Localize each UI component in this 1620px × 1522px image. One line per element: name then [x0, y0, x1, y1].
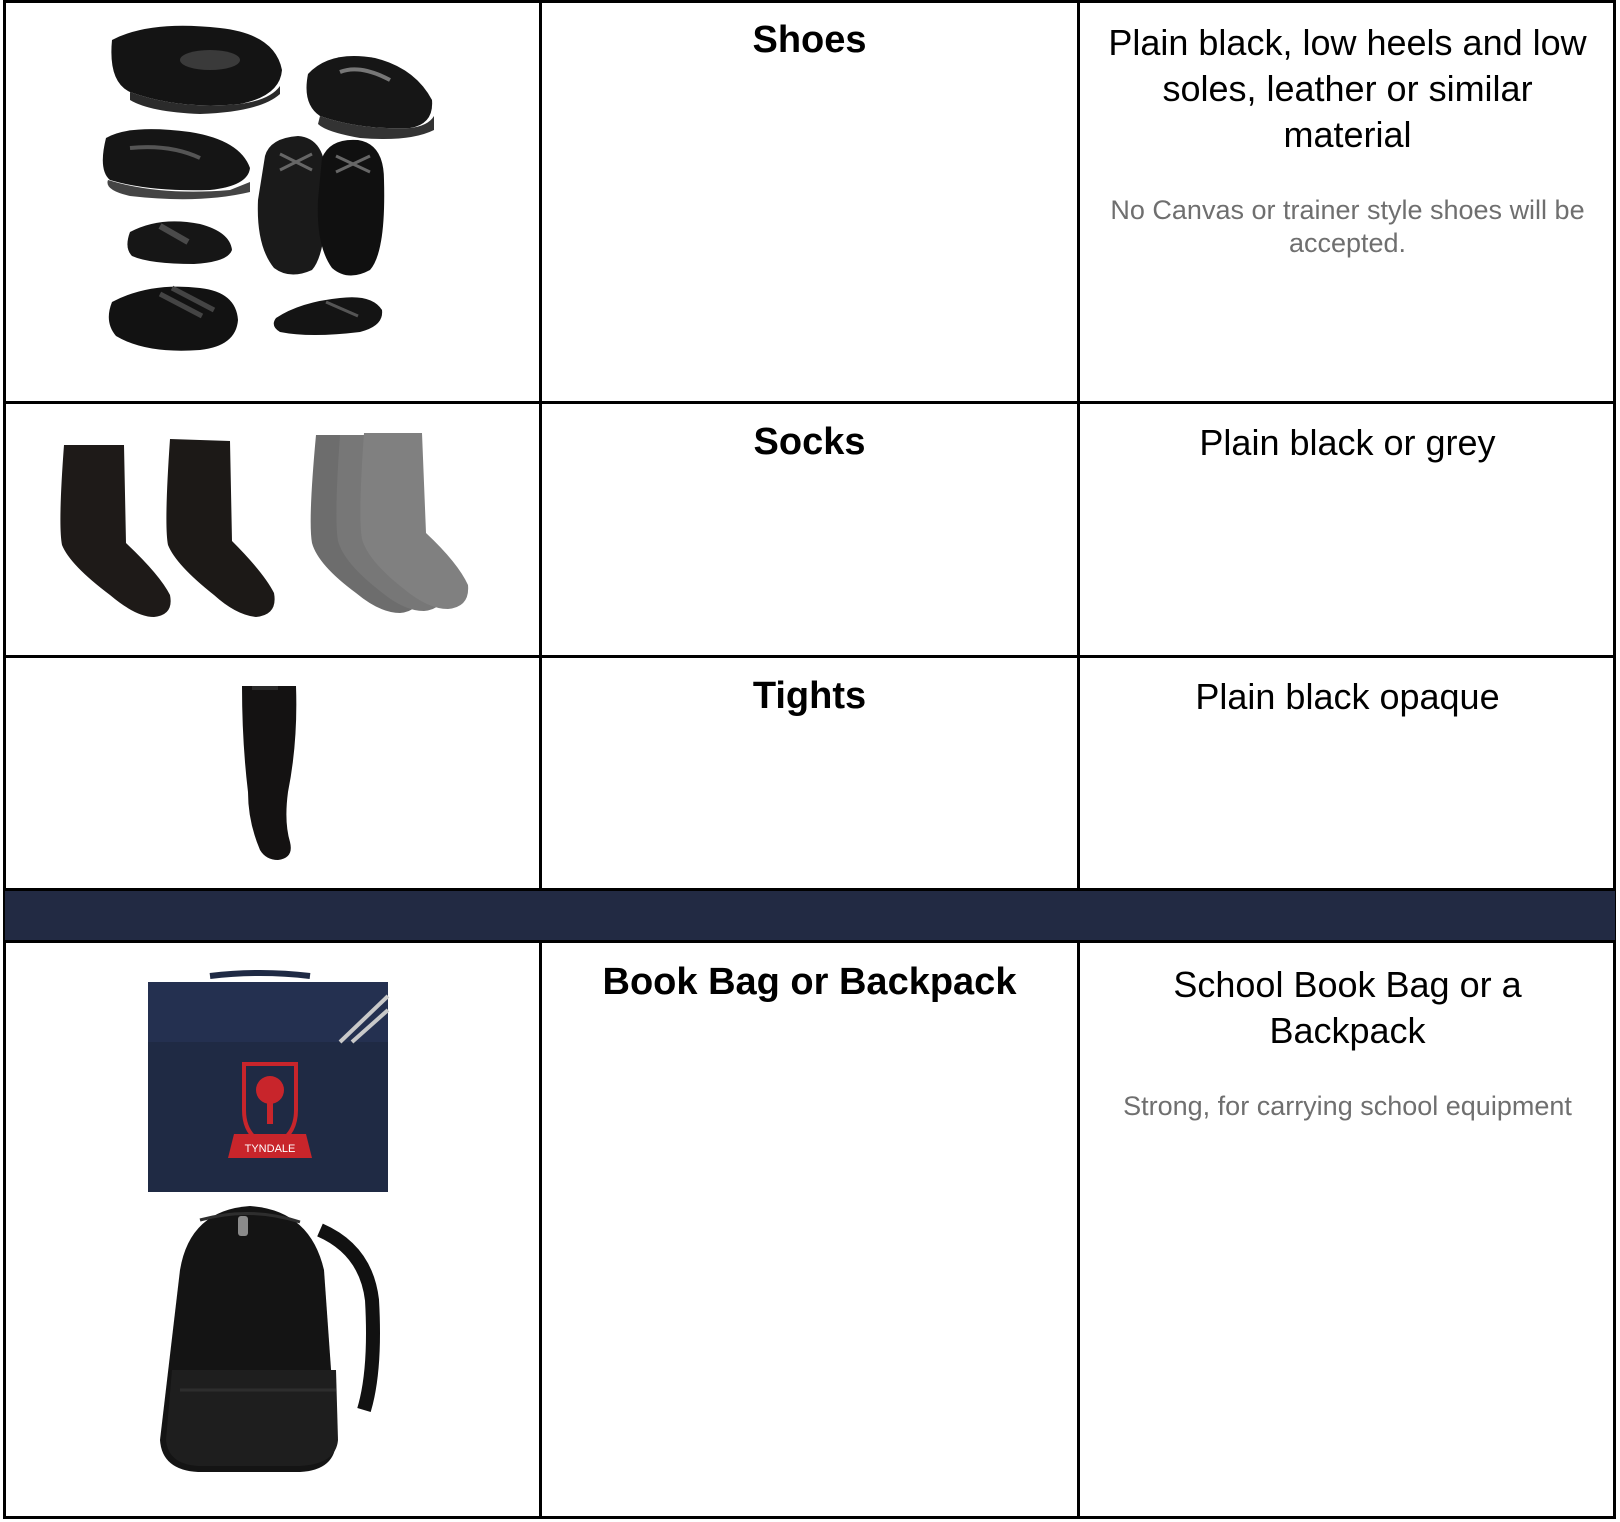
row-bag-name-cell [542, 960, 1077, 1004]
item-name: Shoes [752, 19, 867, 61]
row-bag-description-cell [1090, 962, 1605, 1123]
row-divider [3, 940, 1616, 943]
item-note: No Canvas or trainer style shoes will be accepted. [1110, 195, 1585, 258]
item-description: Plain black, low heels and low soles, leather or similar material [1108, 22, 1587, 155]
item-description: School Book Bag or a Backpack [1173, 964, 1522, 1051]
shoes-icon [90, 20, 460, 370]
book-bag-backpack-icon [140, 970, 400, 1490]
tights-icon [238, 682, 302, 862]
section-divider-band [5, 891, 1615, 940]
row-tights-name-cell [542, 674, 1077, 718]
item-note: Strong, for carrying school equipment [1123, 1091, 1572, 1121]
row-shoes-name-cell [542, 18, 1077, 62]
table-border-left [3, 0, 6, 1519]
row-divider [3, 655, 1616, 658]
bag-logo-text: TYNDALE [244, 1143, 296, 1155]
row-shoes-description-cell [1090, 20, 1605, 260]
item-description: Plain black or grey [1199, 422, 1496, 463]
column-divider [1077, 0, 1080, 891]
item-description: Plain black opaque [1195, 676, 1500, 717]
table-border-bottom [3, 1516, 1616, 1519]
column-divider [539, 940, 542, 1519]
row-divider [3, 401, 1616, 404]
row-socks-description-cell [1090, 420, 1605, 466]
table-border-right [1613, 0, 1616, 1519]
item-name: Socks [753, 421, 866, 463]
column-divider [1077, 940, 1080, 1519]
row-socks-name-cell [542, 420, 1077, 464]
table-border-top [3, 0, 1616, 3]
item-name: Tights [752, 675, 867, 717]
item-name: Book Bag or Backpack [602, 961, 1017, 1003]
socks-icon [50, 425, 490, 625]
row-tights-description-cell [1090, 674, 1605, 720]
